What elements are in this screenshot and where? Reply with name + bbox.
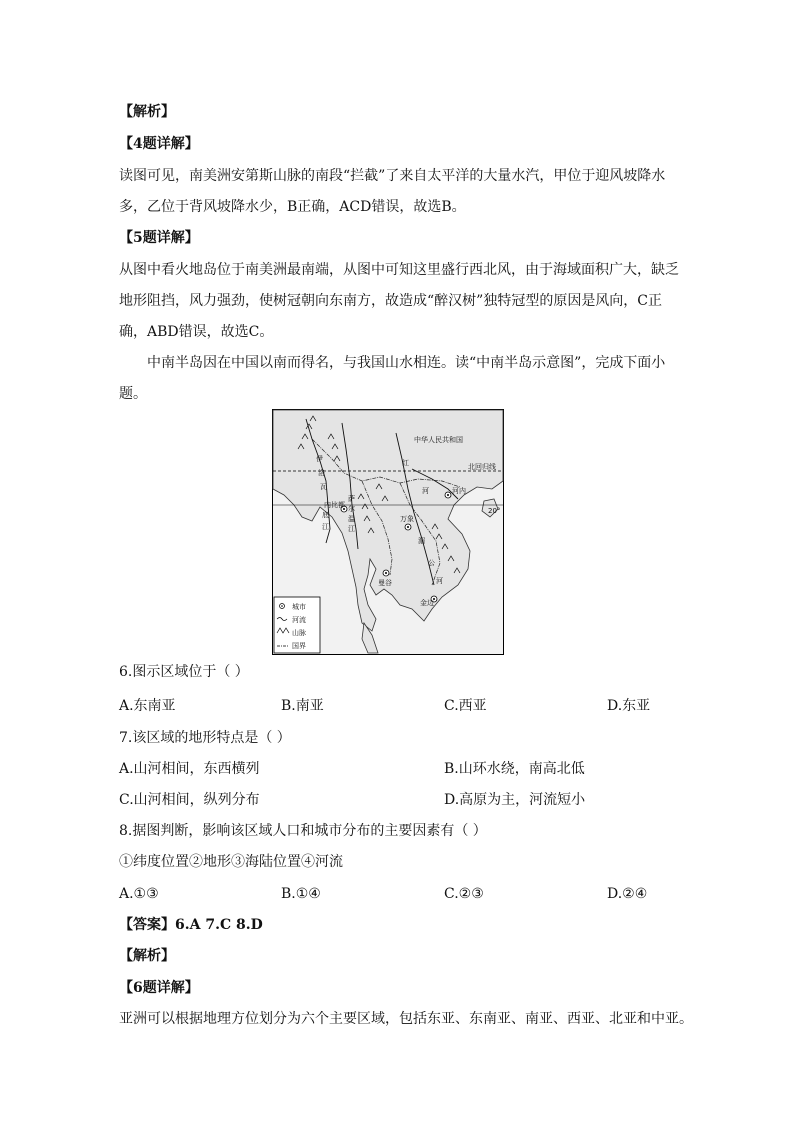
label-river-irrawaddy-2: 洛 (318, 469, 325, 477)
q7-option-d: D.高原为主，河流短小 (444, 792, 586, 808)
q4-detail-heading: 【4题详解】 (119, 136, 199, 152)
q8-option-b: B.①④ (281, 886, 321, 902)
label-river-salween-1: 萨 (348, 495, 355, 503)
q4-text-line-2: 多，乙位于背风坡降水少，B正确，ACD错误，故选B。 (119, 199, 466, 215)
label-river-irrawaddy-1: 伊 (316, 455, 323, 463)
label-river-salween-2: 尔 (348, 505, 355, 513)
q8-option-d: D.②④ (607, 886, 648, 902)
q7-option-a: A.山河相间，东西横列 (119, 761, 260, 777)
q7-option-b: B.山环水绕，南高北低 (444, 761, 585, 777)
label-phnompenh: 金边 (420, 599, 434, 607)
q5-detail-heading: 【5题详解】 (119, 230, 199, 246)
label-river-mekong-2: 公 (428, 559, 435, 567)
q7-stem: 7.该区域的地形特点是（ ） (119, 730, 291, 746)
label-lat20: 20° (488, 507, 501, 515)
q6-option-d: D.东亚 (607, 698, 651, 714)
q8-factors: ①纬度位置②地形③海陆位置④河流 (119, 854, 343, 870)
intro-line-2: 题。 (119, 386, 147, 402)
q5-text-line-3: 确，ABD错误，故选C。 (119, 324, 274, 340)
q6-detail-text: 亚洲可以根据地理方位划分为六个主要区域，包括东亚、东南亚、南亚、西亚、北亚和中亚。 (119, 1011, 693, 1027)
label-hanoi: 河内 (452, 487, 466, 495)
intro-line-1: 中南半岛因在中国以南而得名，与我国山水相连。读“中南半岛示意图”，完成下面小 (147, 355, 666, 371)
q5-text-line-2: 地形阻挡，风力强劲，使树冠朝向东南方，故造成“醉汉树”独特冠型的原因是风向，C正 (119, 293, 663, 309)
q6-option-a: A.东南亚 (119, 698, 176, 714)
q6-detail-heading: 【6题详解】 (119, 980, 199, 996)
q4-text-line-1: 读图可见，南美洲安第斯山脉的南段“拦截”了来自太平洋的大量水汽，甲位于迎风坡降水 (119, 168, 666, 184)
q8-stem: 8.据图判断，影响该区域人口和城市分布的主要因素有（ ） (119, 823, 487, 839)
q6-option-b: B.南亚 (281, 698, 324, 714)
indochina-map (272, 409, 504, 655)
label-river-mekong-1: 湄 (418, 537, 425, 545)
label-vientiane: 万象 (400, 515, 414, 523)
map-svg (272, 409, 504, 655)
legend-border: 国界 (292, 642, 306, 650)
label-china: 中华人民共和国 (414, 436, 463, 444)
label-river-irrawaddy-5: 江 (322, 523, 329, 531)
map-legend (274, 597, 320, 653)
q7-option-c: C.山河相间，纵列分布 (119, 792, 260, 808)
label-river-irrawaddy-3: 瓦 (320, 483, 327, 491)
legend-city: 城市 (292, 603, 306, 611)
label-river-red-2: 河 (422, 487, 429, 495)
label-naypyidaw: 内比都 (324, 501, 345, 509)
q8-option-a: A.①③ (119, 886, 159, 902)
label-river-salween-4: 江 (348, 525, 355, 533)
label-tropic: 北回归线 (468, 463, 496, 471)
label-river-salween-3: 温 (348, 515, 355, 523)
label-river-red-1: 红 (402, 459, 409, 467)
legend-river: 河流 (292, 616, 306, 624)
legend-mountain: 山脉 (292, 629, 306, 637)
label-river-irrawaddy-4: 底 (322, 511, 329, 519)
label-bangkok: 曼谷 (378, 579, 392, 587)
q8-option-c: C.②③ (444, 886, 484, 902)
q5-text-line-1: 从图中看火地岛位于南美洲最南端，从图中可知这里盛行西北风，由于海域面积广大，缺乏 (119, 262, 679, 278)
analysis-heading: 【解析】 (119, 104, 175, 120)
label-river-mekong-3: 河 (436, 577, 443, 585)
analysis2-heading: 【解析】 (119, 948, 175, 964)
answer-line: 【答案】6.A 7.C 8.D (119, 917, 263, 933)
q6-option-c: C.西亚 (444, 698, 487, 714)
q6-stem: 6.图示区域位于（ ） (119, 664, 249, 680)
